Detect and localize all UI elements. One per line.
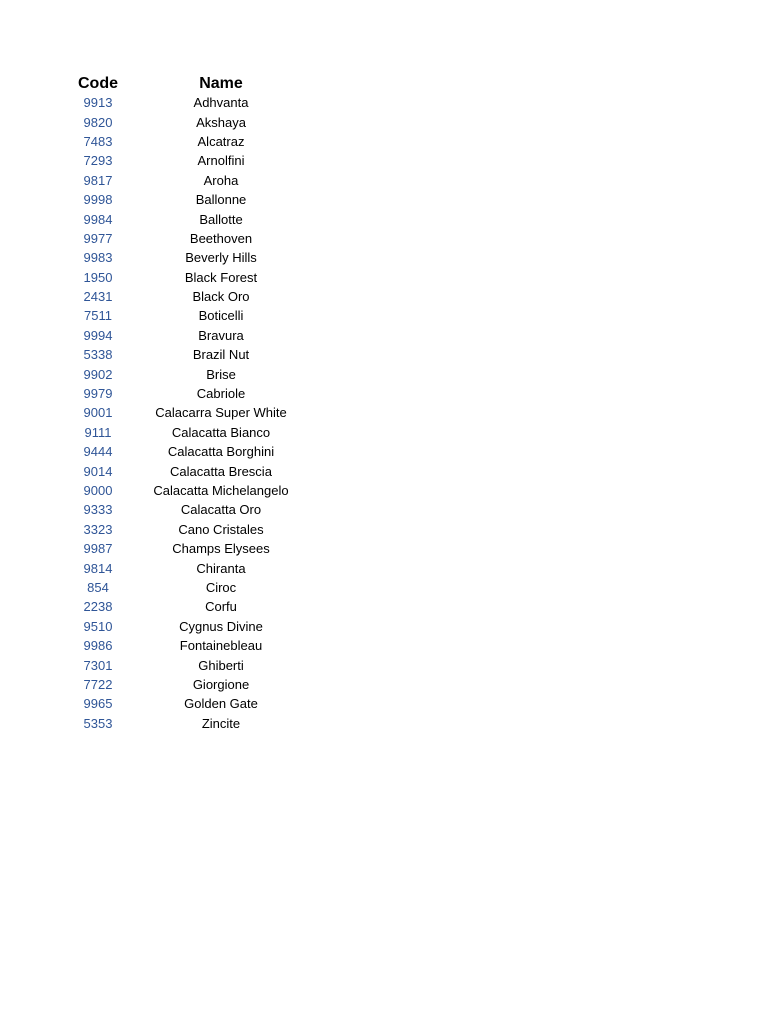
table-row: [72, 209, 318, 228]
table-row: [72, 675, 318, 694]
table-row: [72, 306, 318, 325]
table-row: [72, 442, 318, 461]
code-cell: 1950: [83, 269, 113, 285]
header-row: [72, 71, 318, 93]
name-cell: Fontainebleau: [179, 638, 263, 654]
name-cell: Alcatraz: [197, 133, 245, 149]
table-row: [72, 190, 318, 209]
name-cell: Black Oro: [192, 289, 250, 305]
name-cell: Cygnus Divine: [179, 618, 263, 634]
name-cell: Calacatta Michelangelo: [153, 483, 289, 498]
name-cell: Corfu: [205, 599, 237, 615]
code-name-table: [72, 71, 318, 733]
table-row: [72, 655, 318, 674]
code-cell: 7293: [83, 153, 113, 169]
code-cell: 5353: [83, 715, 113, 731]
code-column-header: Code: [78, 75, 118, 92]
code-cell: 7511: [84, 308, 112, 324]
name-cell: Boticelli: [198, 308, 244, 324]
code-cell: 9986: [83, 638, 113, 654]
name-cell: Champs Elysees: [172, 541, 270, 557]
table-row: [72, 539, 318, 558]
table-row: [72, 171, 318, 190]
table-row: [72, 364, 318, 383]
table-row: [72, 520, 318, 539]
name-cell: Giorgione: [192, 676, 250, 692]
name-cell: Bravura: [198, 327, 244, 343]
table-row: [72, 558, 318, 577]
name-cell: Arnolfini: [197, 153, 245, 169]
table-row: [72, 229, 318, 248]
table-row: [72, 617, 318, 636]
name-cell: Beverly Hills: [185, 250, 257, 266]
code-cell: 9000: [83, 483, 113, 498]
table-row: [72, 636, 318, 655]
table-row: [72, 384, 318, 403]
code-cell: 9001: [83, 405, 113, 421]
code-cell: 854: [87, 579, 109, 595]
code-cell: 9820: [83, 114, 113, 130]
code-cell: 9444: [83, 444, 113, 460]
table-row: [72, 597, 318, 616]
name-cell: Calacatta Brescia: [170, 463, 272, 479]
name-cell: Calacarra Super White: [155, 405, 287, 421]
code-cell: 9977: [83, 230, 113, 246]
code-cell: 9984: [83, 211, 113, 227]
name-cell: Brise: [206, 366, 236, 382]
table-row: [72, 694, 318, 713]
name-cell: Zincite: [201, 715, 241, 731]
code-cell: 2238: [83, 599, 113, 615]
code-cell: 9333: [83, 502, 113, 518]
name-cell: Brazil Nut: [192, 347, 250, 363]
table-row: [72, 403, 318, 422]
code-cell: 9902: [83, 366, 113, 382]
table-row: [72, 714, 318, 733]
code-cell: 9510: [83, 618, 113, 634]
name-cell: Cabriole: [196, 386, 246, 402]
name-column-header: Name: [199, 75, 243, 92]
name-cell: Calacatta Borghini: [167, 444, 275, 460]
code-cell: 9994: [83, 327, 113, 343]
table-row: [72, 500, 318, 519]
name-cell: Beethoven: [189, 230, 253, 246]
table-row: [72, 345, 318, 364]
table-row: [72, 423, 318, 442]
code-cell: 7722: [83, 676, 113, 692]
table-row: [72, 132, 318, 151]
name-cell: Adhvanta: [193, 95, 249, 111]
table-row: [72, 248, 318, 267]
table-row: [72, 93, 318, 112]
name-cell: Chiranta: [196, 560, 246, 576]
code-cell: 9998: [83, 192, 113, 208]
table-row: [72, 287, 318, 306]
code-cell: 7301: [83, 657, 113, 673]
table-row: [72, 578, 318, 597]
code-cell: 3323: [83, 521, 113, 537]
table-row: [72, 268, 318, 287]
code-cell: 9913: [83, 95, 113, 111]
table-body: [72, 93, 318, 733]
code-cell: 5338: [83, 347, 113, 363]
table-row: [72, 151, 318, 170]
name-cell: Ghiberti: [198, 657, 244, 673]
name-cell: Black Forest: [184, 269, 258, 285]
name-cell: Cano Cristales: [178, 521, 264, 537]
code-cell: 7483: [83, 133, 113, 149]
name-cell: Aroha: [203, 172, 239, 188]
code-cell: 9987: [83, 541, 113, 557]
table-row: [72, 461, 318, 480]
code-cell: 9814: [83, 560, 113, 576]
name-cell: Calacatta Oro: [180, 502, 262, 518]
code-cell: 9014: [83, 463, 113, 479]
code-cell: 9965: [83, 696, 113, 712]
table-row: [72, 112, 318, 131]
name-cell: Ballotte: [199, 211, 243, 227]
name-cell: Calacatta Bianco: [171, 424, 271, 440]
code-cell: 9983: [83, 250, 113, 266]
code-cell: 9817: [83, 172, 113, 188]
table-row: [72, 481, 318, 500]
table-row: [72, 326, 318, 345]
code-cell: 9979: [83, 386, 113, 402]
code-cell: 9111: [84, 424, 112, 440]
code-cell: 2431: [83, 289, 113, 305]
name-cell: Akshaya: [196, 114, 246, 130]
name-cell: Golden Gate: [184, 696, 258, 712]
name-cell: Ciroc: [205, 579, 237, 595]
name-cell: Ballonne: [195, 192, 247, 208]
